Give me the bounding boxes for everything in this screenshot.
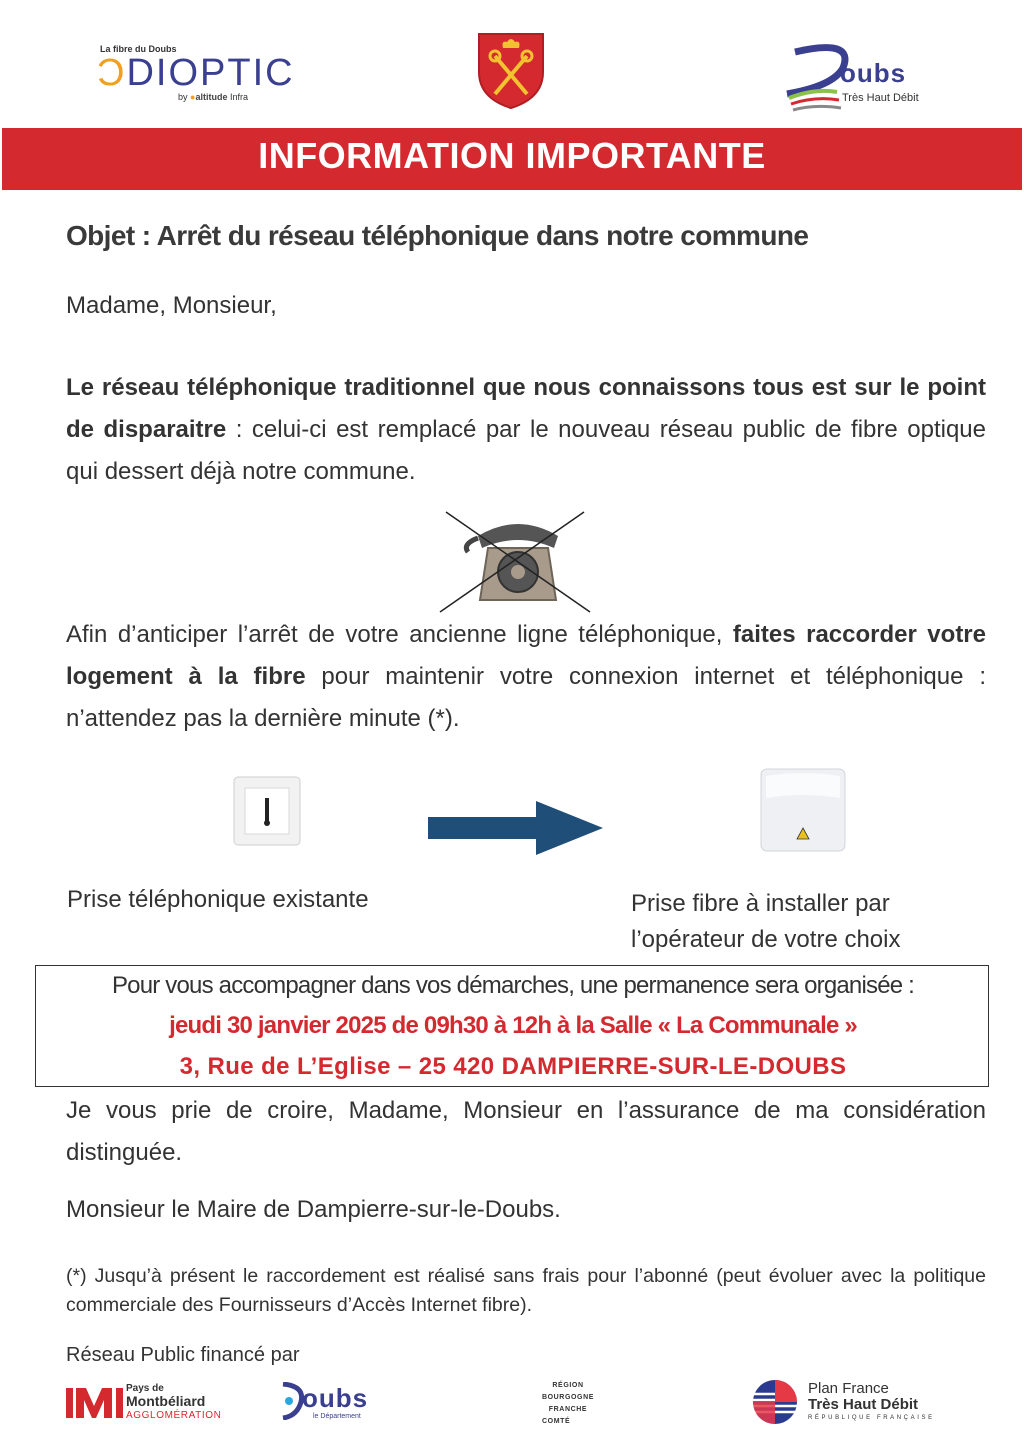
old-phone-jack-icon [233, 776, 301, 846]
page-title: INFORMATION IMPORTANTE [258, 135, 766, 176]
montbeliard-agglo: AGGLOMÉRATION [126, 1410, 222, 1421]
footnote: (*) Jusqu’à présent le raccordement est réalisé sans frais pour l’abonné (peut évoluer avec la politique commerciale des Fournisseurs d’Accès Internet fibre). [66, 1265, 986, 1316]
financed-by-label: Réseau Public financé par [66, 1344, 300, 1366]
signature: Monsieur le Maire de Dampierre-sur-le-Doubs. [66, 1196, 561, 1223]
doubs-logo-name: oubs [840, 58, 907, 88]
fiber-outlet-icon [760, 768, 846, 852]
appointment-address: 3, Rue de L’Eglise – 25 420 DAMPIERRE-SUR-LE-DOUBS [179, 1053, 847, 1080]
doubs-departement-subtitle: le Département [313, 1413, 361, 1420]
dioptic-tagline: La fibre du Doubs [100, 44, 177, 54]
crossed-out-telephone-icon [438, 508, 598, 616]
appointment-date: jeudi 30 janvier 2025 de 09h30 à 12h à la Salle « La Communale » [169, 1012, 857, 1039]
paragraph-network-replacement: Le réseau téléphonique traditionnel que nous connaissons tous est sur le point de disparaitre : celui-ci est remplacé par le nouveau réseau public de fibre optique qui dessert déjà notre commune. [66, 374, 986, 485]
plan-france-line2: Très Haut Débit [808, 1396, 919, 1413]
coat-of-arms-icon [477, 32, 545, 110]
dioptic-by-line: by ●altitude Infra [178, 92, 249, 102]
letter-subject: Objet : Arrêt du réseau téléphonique dans notre commune [66, 220, 809, 251]
doubs-departement-name: oubs [302, 1383, 369, 1413]
paragraph-call-to-action: Afin d’anticiper l’arrêt de votre ancienne ligne téléphonique, faites raccorder votre logement à la fibre pour maintenir votre connexion internet et téléphonique : n’attendez pas la dernière minute (*). [66, 621, 986, 732]
montbeliard-pays: Pays de [126, 1383, 164, 1394]
doubs-logo-subtitle: Très Haut Débit [842, 92, 919, 104]
caption-existing-jack: Prise téléphonique existante [67, 886, 369, 913]
letter-salutation: Madame, Monsieur, [66, 292, 277, 319]
appointment-intro: Pour vous accompagner dans vos démarches, une permanence sera organisée : [111, 972, 915, 999]
dioptic-name: DIOPTIC [126, 52, 295, 94]
right-arrow-icon [428, 801, 603, 855]
plan-france-line3: RÉPUBLIQUE FRANÇAISE [808, 1415, 935, 1421]
closing-paragraph: Je vous prie de croire, Madame, Monsieur en l’assurance de ma considération distinguée. [66, 1097, 986, 1166]
montbeliard-name: Montbéliard [126, 1393, 206, 1409]
dioptic-logo: ƆDIOPTIC [97, 52, 295, 94]
plan-france-flag-icon [752, 1378, 798, 1426]
region-bfc-logo: RÉGION BOURGOGNE FRANCHE COMTÉ [541, 1382, 595, 1425]
plan-france-line1: Plan France [808, 1380, 889, 1397]
caption-fiber-jack: Prise fibre à installer par l’opérateur de votre choix [631, 890, 901, 953]
